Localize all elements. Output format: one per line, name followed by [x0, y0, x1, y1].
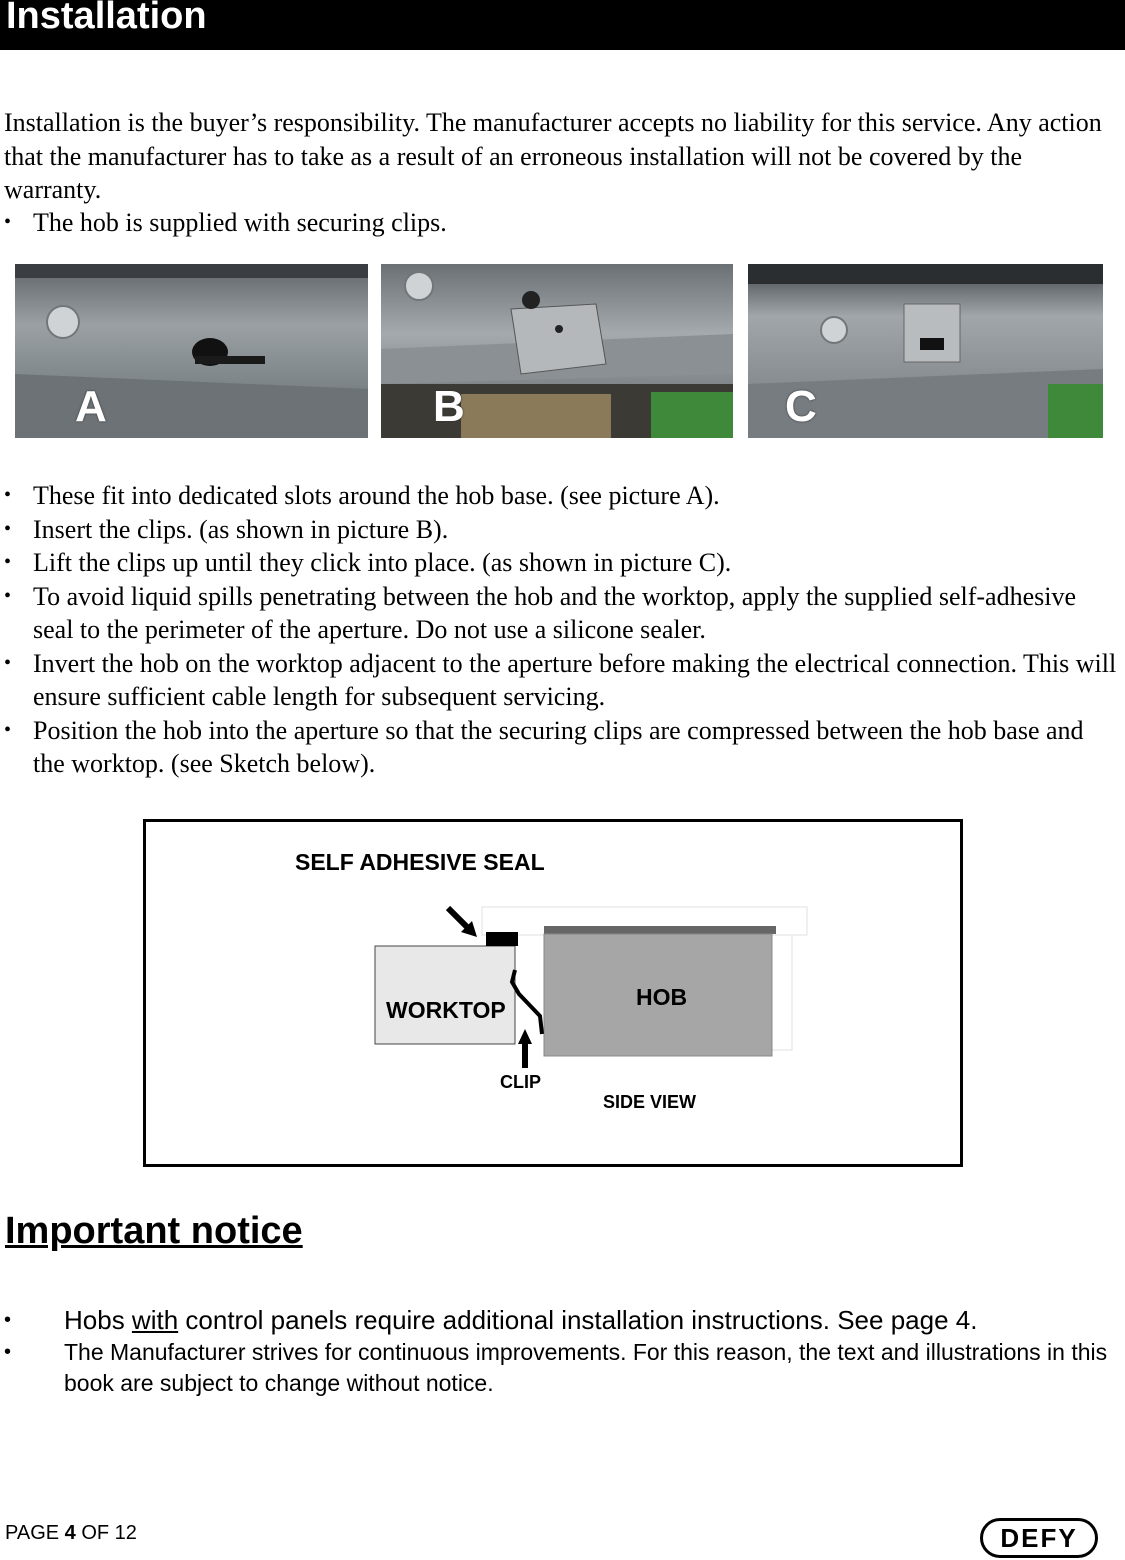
notice-item-1-text-a: Hobs: [64, 1305, 132, 1335]
header-bar: [0, 0, 1125, 50]
notice-item-2: • The Manufacturer strives for continuous improvements. For this reason, the text and illustrations in this book are subject to change without notice.: [4, 1337, 1114, 1399]
view-label: SIDE VIEW: [603, 1092, 697, 1112]
photo-b: [381, 264, 733, 438]
notice-item-1: [4, 1303, 1114, 1337]
list-item: • Insert the clips. (as shown in picture B).: [4, 513, 1119, 547]
photo-a: [15, 264, 368, 438]
intro-paragraph: Installation is the buyer’s responsibility. The manufacturer accepts no liability for this service. Any action that the manufacturer has to take as a result of an erroneous installation will not be covered by the warranty.: [4, 108, 1102, 204]
page-title: Installation: [6, 0, 207, 37]
notice-item-1-underlined: with: [131, 1305, 179, 1335]
photo-c-label: C: [785, 382, 817, 431]
worktop-block: [375, 946, 515, 1044]
bullet-list-main: [4, 479, 1119, 781]
seal-strip: [486, 932, 518, 946]
clip-label: CLIP: [500, 1072, 542, 1092]
list-item: • The hob is supplied with securing clips.: [4, 206, 1119, 240]
clip-shape: [512, 970, 542, 1034]
list-item: • Position the hob into the aperture so that the securing clips are compressed between the hob base and the worktop. (see Sketch below).: [4, 714, 1119, 781]
page-number: [5, 1522, 137, 1545]
notice-title: Important notice: [5, 1210, 303, 1252]
list-item: • Lift the clips up until they click into place. (as shown in picture C).: [4, 546, 1119, 580]
list-item: • Invert the hob on the worktop adjacent to the aperture before making the electrical connection. This will ensure sufficient cable length for subsequent servicing.: [4, 647, 1119, 714]
seal-label: SELF ADHESIVE SEAL: [295, 849, 545, 875]
hob-top-plate: [544, 926, 776, 934]
photo-b-label: B: [433, 382, 465, 431]
page-prefix: PAGE: [5, 1522, 65, 1544]
list-item: • To avoid liquid spills penetrating between the hob and the worktop, apply the supplied self-adhesive seal to the perimeter of the aperture. Do not use a silicone sealer.: [4, 580, 1119, 647]
page-suffix: OF 12: [75, 1522, 137, 1544]
side-view-sketch: [143, 819, 963, 1167]
clip-arrow-head: [518, 1029, 532, 1044]
photo-c: [748, 264, 1103, 438]
bullet-list-top: [4, 206, 1119, 240]
sketch-drawing: [146, 822, 960, 1164]
list-item: • These fit into dedicated slots around the hob base. (see picture A).: [4, 479, 1119, 513]
page-number-value: 4: [64, 1522, 76, 1544]
notice-item-1-text-b: control panels require additional installation instructions. See page 4.: [178, 1305, 978, 1335]
hob-label: HOB: [636, 984, 688, 1010]
worktop-label: WORKTOP: [386, 997, 506, 1023]
photo-a-image: [15, 264, 368, 438]
brand-logo: DEFY: [980, 1518, 1098, 1558]
photo-a-label: A: [75, 382, 107, 431]
notice-list: [4, 1303, 1114, 1399]
